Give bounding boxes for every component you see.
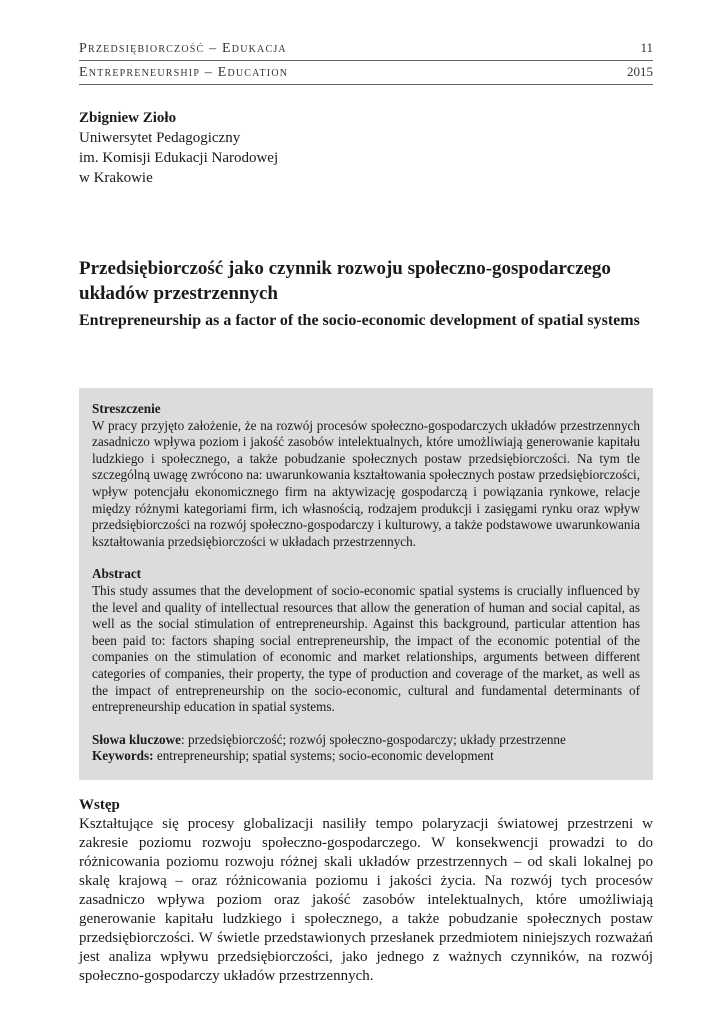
abstract-heading: Abstract bbox=[92, 566, 142, 582]
author-name: Zbigniew Zioło bbox=[79, 110, 177, 126]
author-block bbox=[79, 108, 278, 188]
journal-title-pl: Przedsiębiorczość – Edukacja bbox=[79, 41, 287, 56]
abstract-text: This study assumes that the development of socio-economic spatial systems is crucially influenced by the level and quality of intellectual resources that allow the generation of human and social capital, as well as the social stimulation of entrepreneurship. Against this background, particular attention has been paid to: factors shaping social entrepreneurship, the impact of the economic potential of the companies on the stimulation of economic and market relationships, arguments between different categories of companies, their property, the type of production and coverage of the market, as well as the impact of entrepreneurship on the socio-economic, cultural and fundamental determinants of entrepreneurship education in spatial systems. bbox=[92, 582, 640, 715]
author-affiliation: w Krakowie bbox=[79, 170, 153, 186]
article-title-pl: Przedsiębiorczość jako czynnik rozwoju społeczno-gospodarczego układów przestrzennych bbox=[79, 258, 611, 304]
issue-number: 11 bbox=[640, 40, 653, 55]
journal-title-en: Entrepreneurship – Education bbox=[79, 65, 289, 80]
streszczenie-text: W pracy przyjęto założenie, że na rozwój procesów społeczno-gospodarczych układów przestrzennych zasadniczo wpływa poziom i jakość zasobów intelektualnych, które umożliwiają generowanie kapitału ludzkiego i społecznego, a także pobudzanie społecznych postaw przedsiębiorczości. Na tym tle szczególną uwagę zwrócono na: uwarunkowania kształtowania społecznych postaw przedsiębiorczości, wpływ potencjału ekonomicznego firm na aktywizację gospodarczą i powiązania rynkowe, relacje między różnymi kategoriami firm, ich własnością, rodzajem produkcji i zasięgami rynku oraz wpływ przedsiębiorczości na rozwój społeczno-gospodarczy i kulturowy, a także podstawowe uwarunkowania kształtowania przedsiębiorczości w układach przestrzennych. bbox=[92, 417, 640, 549]
introduction-section bbox=[79, 796, 653, 986]
keywords-en-text: entrepreneurship; spatial systems; socio-economic development bbox=[153, 748, 494, 764]
streszczenie-heading: Streszczenie bbox=[92, 401, 161, 416]
publication-year: 2015 bbox=[627, 64, 653, 79]
keywords-en-label: Keywords: bbox=[92, 748, 154, 764]
introduction-heading: Wstęp bbox=[79, 797, 120, 813]
keywords-pl bbox=[92, 732, 640, 749]
running-header-pl bbox=[79, 40, 653, 57]
author-affiliation: Uniwersytet Pedagogiczny bbox=[79, 130, 241, 146]
introduction-text: Kształtujące się procesy globalizacji nasiliły tempo polaryzacji światowej przestrzeni w zakresie poziomu rozwoju społeczno-gospodarczego. W konsekwencji prowadzi to do różnicowania poziomu rozwoju różnej skali układów przestrzennych – od skali lokalnej po skalę krajową – oraz różnicowania poziomu i jakości życia. Na rozwój tych procesów zasadniczo wpływa poziom oraz jakość zasobów intelektualnych, które umożliwiają generowanie kapitału ludzkiego i społecznego, a także pobudzanie społecznych postaw przedsiębiorczości. W świetle przedstawionych przesłanek przedmiotem niniejszych rozważań jest analiza wpływu przedsiębiorczości, jako jednego z ważnych czynników, na rozwój społeczno-gospodarczy układów przestrzennych. bbox=[79, 816, 653, 984]
abstract-box bbox=[79, 388, 653, 780]
article-title-en: Entrepreneurship as a factor of the socio-economic development of spatial systems bbox=[79, 312, 640, 329]
header-rule bbox=[79, 84, 653, 85]
keywords-en bbox=[92, 748, 640, 765]
keywords-pl-label: Słowa kluczowe bbox=[92, 731, 182, 747]
header-rule bbox=[79, 60, 653, 61]
author-affiliation: im. Komisji Edukacji Narodowej bbox=[79, 150, 279, 166]
running-header-en bbox=[79, 64, 653, 81]
keywords-pl-text: : przedsiębiorczość; rozwój społeczno-gospodarczy; układy przestrzenne bbox=[181, 731, 566, 747]
